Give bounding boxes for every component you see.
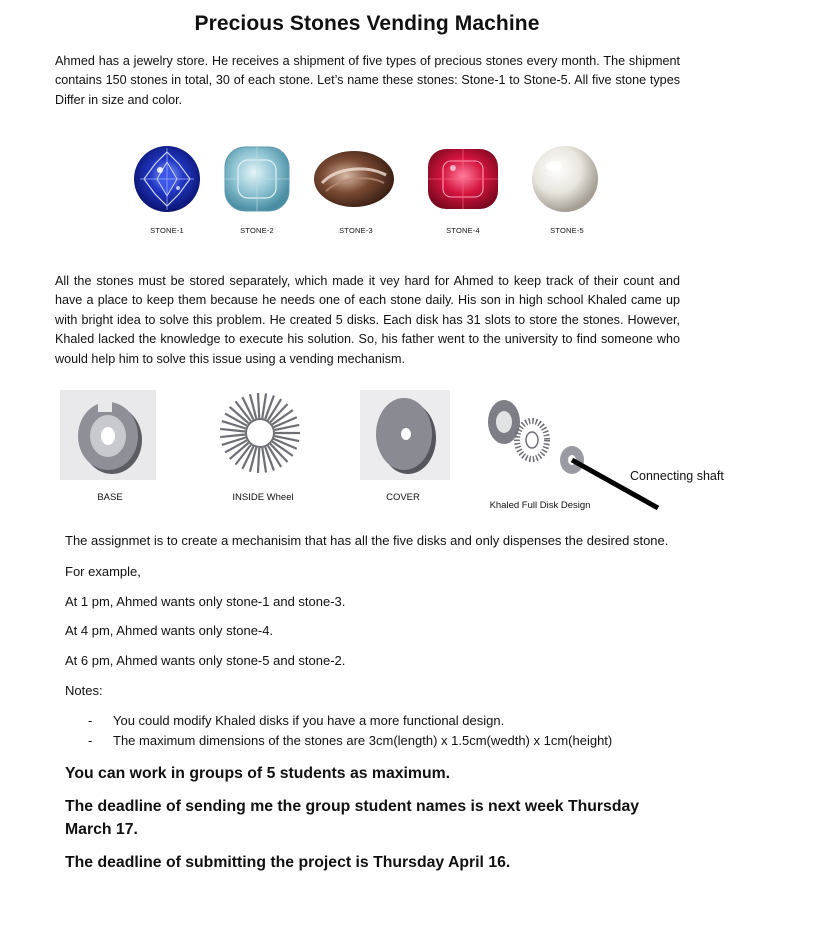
assignment-text: The assignmet is to create a mechanisim that has all the five disks and only dispenses the desired stone. — [65, 533, 669, 548]
connecting-shaft-label: Connecting shaft — [630, 469, 724, 483]
base-disk-icon — [60, 390, 156, 480]
pearl-icon — [530, 144, 600, 214]
brown-agate-oval-icon — [312, 149, 396, 209]
stone-label-2: STONE-2 — [240, 226, 274, 235]
group-size-announcement: You can work in groups of 5 students as maximum. — [65, 765, 451, 782]
cover-disk-icon — [360, 390, 450, 480]
example-line-2: At 4 pm, Ahmed wants only stone-4. — [65, 623, 274, 638]
note-item-1: You could modify Khaled disks if you have a more functional design. — [113, 713, 505, 728]
stone-label-5: STONE-5 — [550, 226, 584, 235]
ruby-cushion-icon — [425, 146, 501, 212]
part-label-cover: COVER — [386, 492, 420, 503]
blue-round-diamond-icon — [132, 144, 202, 214]
page-title: Precious Stones Vending Machine — [194, 12, 540, 35]
project-deadline: The deadline of submitting the project is Thursday April 16. — [65, 854, 511, 871]
notes-heading: Notes: — [65, 683, 103, 698]
intro-paragraph: Ahmed has a jewelry store. He receives a shipment of five types of precious stones every month. The shipment contains 150 stones in total, 30 of each stone. Let’s name these stones: Stone-1 to Stone-5. All five stone types Differ in size and color. — [55, 54, 680, 107]
note-item-2: The maximum dimensions of the stones are 3cm(length) x 1.5cm(wedth) x 1cm(height) — [113, 733, 613, 748]
stone-label-1: STONE-1 — [150, 226, 184, 235]
example-line-1: At 1 pm, Ahmed wants only stone-1 and stone-3. — [65, 594, 346, 609]
example-intro: For example, — [65, 564, 141, 579]
aquamarine-cushion-icon — [222, 144, 292, 214]
stone-label-3: STONE-3 — [339, 226, 373, 235]
inside-wheel-icon — [212, 390, 308, 476]
part-label-inside-wheel: INSIDE Wheel — [232, 492, 294, 503]
story-paragraph: All the stones must be stored separately, which made it vey hard for Ahmed to keep track of their count and have a place to keep them because he needs one of each stone daily. His son in high school Khaled came up with bright idea to solve this problem. He created 5 disks. Each disk has 31 slots to store the stones. However, Khaled lacked the knowledge to execute his solution. So, his father went to the university to find someone who would help him to solve this issue using a vending mechanism. — [55, 274, 680, 366]
note-bullet-1: - — [88, 713, 93, 728]
full-disk-assembly-icon — [484, 396, 664, 511]
part-label-full-design: Khaled Full Disk Design — [489, 500, 591, 511]
example-line-3: At 6 pm, Ahmed wants only stone-5 and stone-2. — [65, 653, 346, 668]
group-names-deadline: The deadline of sending me the group student names is next week Thursday March 17. — [65, 798, 640, 838]
note-bullet-2: - — [88, 733, 93, 748]
stone-label-4: STONE-4 — [446, 226, 480, 235]
part-label-base: BASE — [97, 492, 123, 503]
